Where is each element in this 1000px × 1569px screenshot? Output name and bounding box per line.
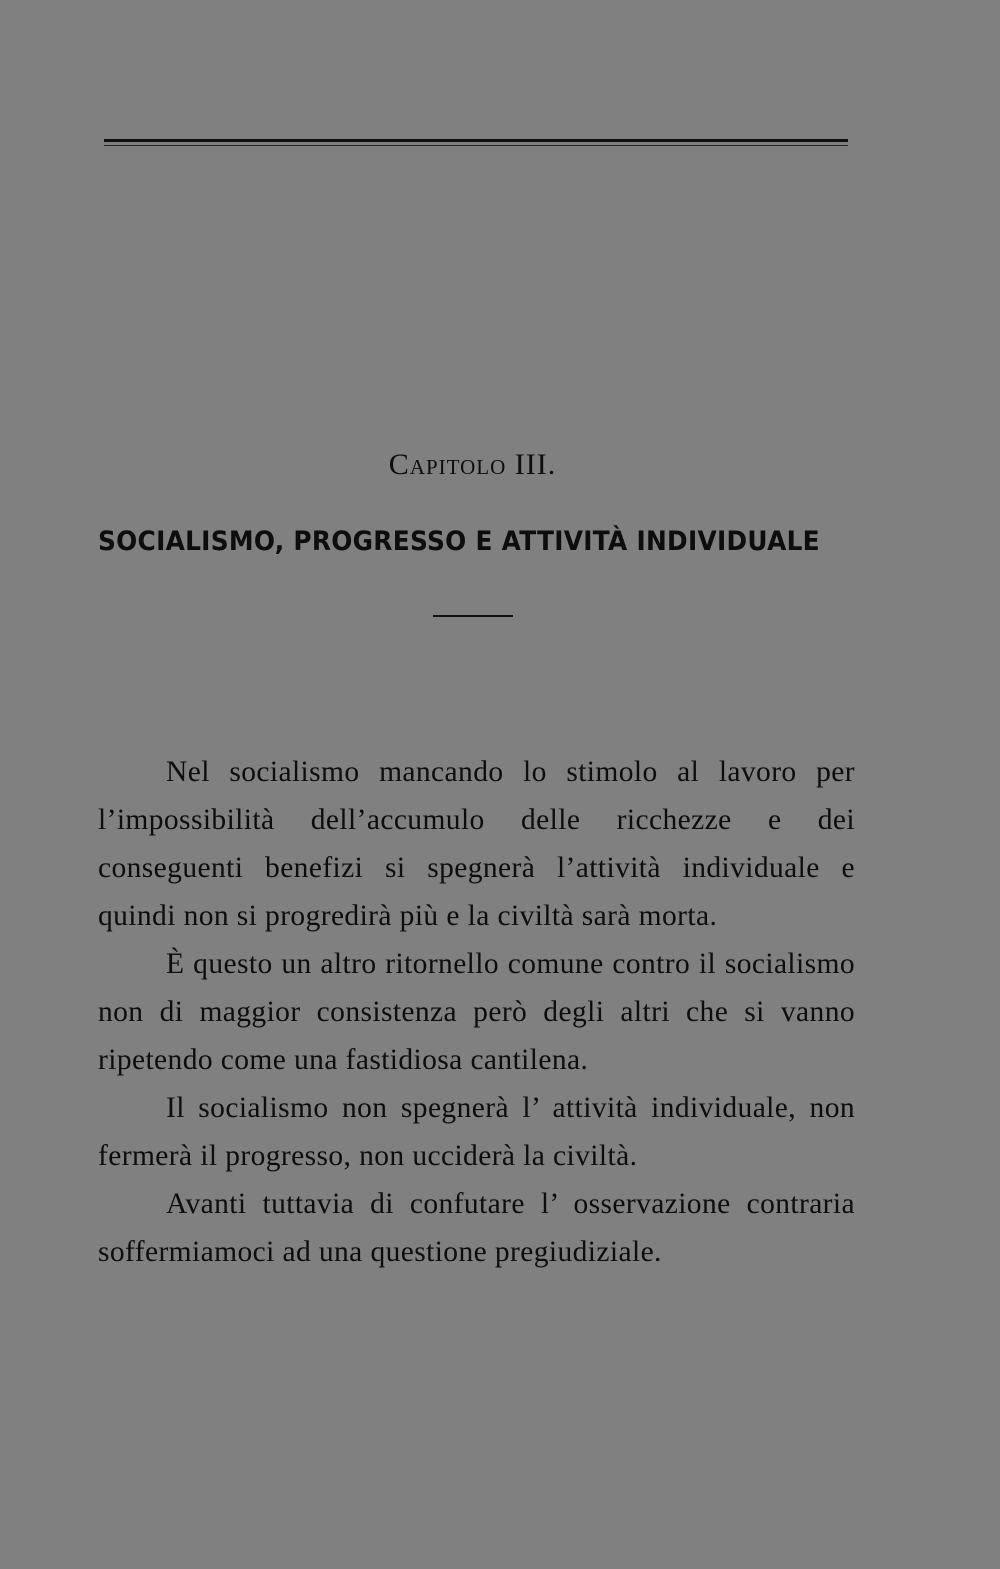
title-divider xyxy=(433,615,513,617)
chapter-body xyxy=(98,748,855,1276)
chapter-title: SOCIALISMO, PROGRESSO E ATTIVITÀ INDIVIDUALE xyxy=(98,526,820,557)
paragraph: Nel socialismo mancando lo stimolo al lavoro per l’impossibilità dell’accumulo delle ricchezze e dei conseguenti benefizi si spegnerà l’attività individuale e quindi non si progredirà più e la civiltà sarà morta. xyxy=(98,756,855,932)
paragraph: Il socialismo non spegnerà l’ attività individuale, non fermerà il progresso, non ucciderà la civiltà. xyxy=(98,1092,855,1172)
header-rule-secondary xyxy=(104,145,848,146)
paragraph: Avanti tuttavia di confutare l’ osservazione contraria soffermiamoci ad una questione pregiudiziale. xyxy=(98,1188,855,1268)
paragraph: È questo un altro ritornello comune contro il socialismo non di maggior consistenza però degli altri che si vanno ripetendo come una fastidiosa cantilena. xyxy=(98,948,855,1076)
chapter-heading: Capitolo III. xyxy=(388,448,557,481)
header-rule xyxy=(104,139,848,142)
